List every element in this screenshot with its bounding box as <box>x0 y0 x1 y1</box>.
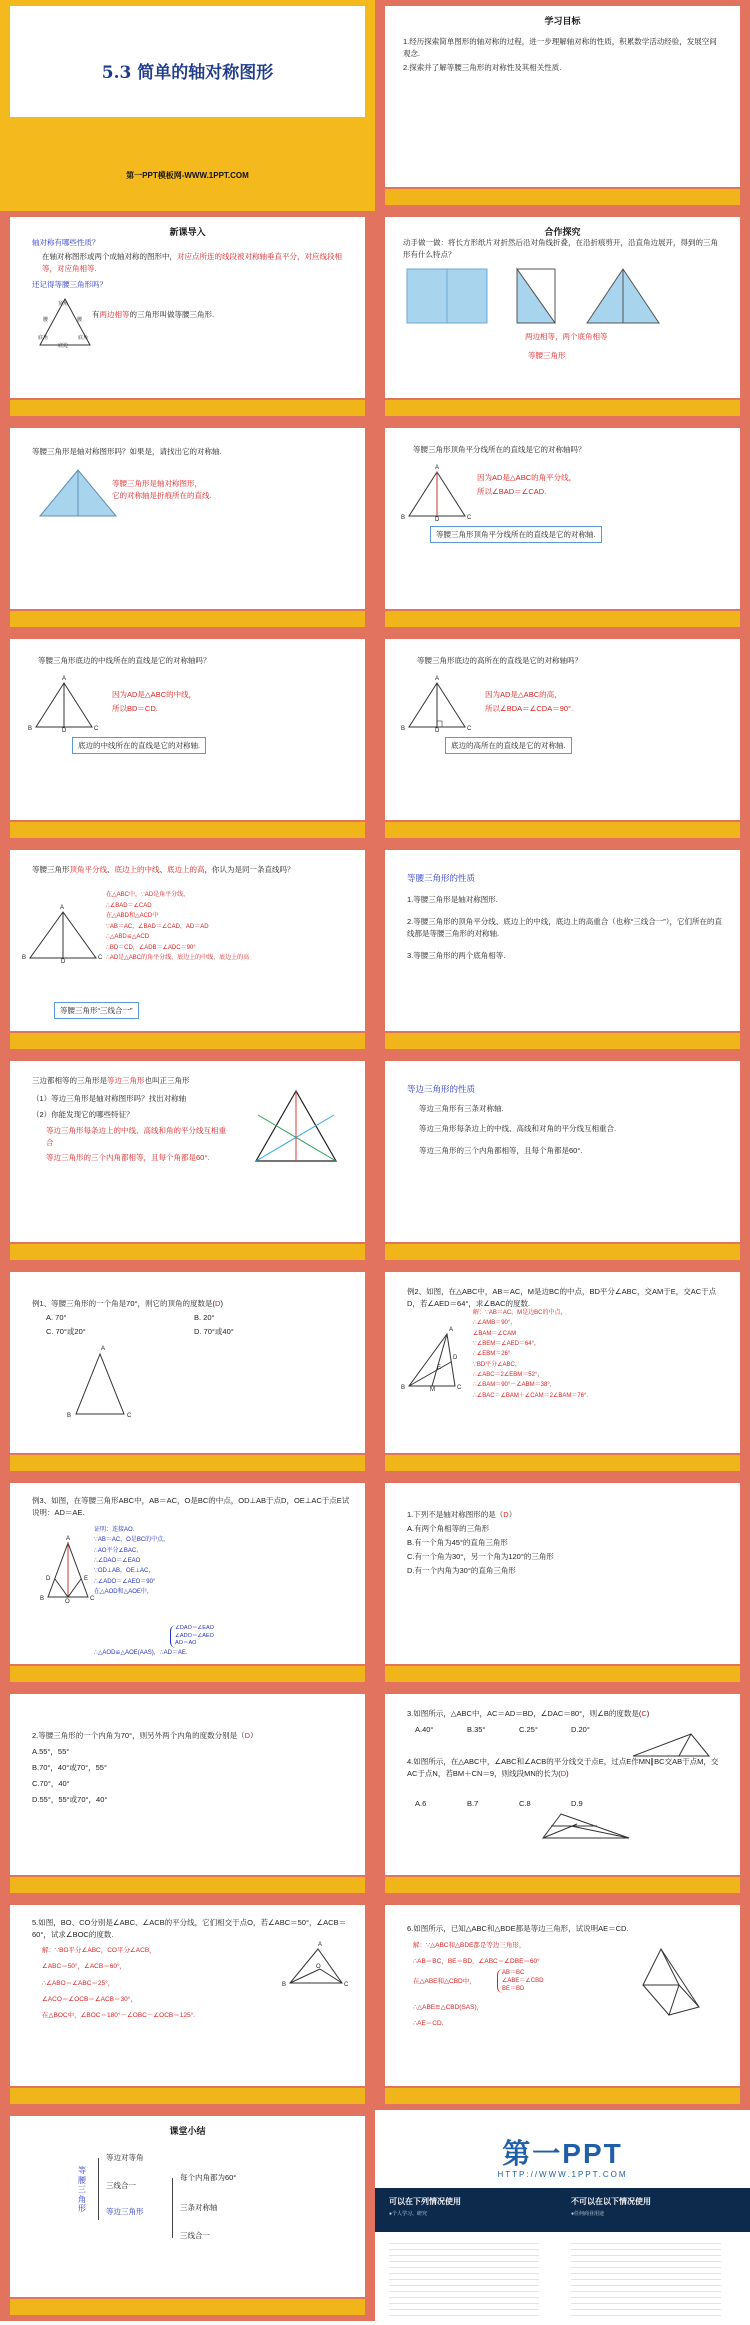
system-line: AB＝BC <box>502 1970 525 1976</box>
q-part-2: 顶角平分线 <box>69 865 107 874</box>
vertex-b: B <box>401 1385 406 1391</box>
end-logo: 第一PPT <box>502 2138 623 2169</box>
definition <box>92 309 214 321</box>
conclusion-box: 底边的高所在的直线是它的对称轴. <box>445 737 572 754</box>
vertex-b: B <box>401 726 406 732</box>
leaf-3: 三线合一 <box>180 2231 210 2240</box>
option-a: A. 70° <box>46 1313 67 1322</box>
question-text: 1.下列不是轴对称图形的是（ <box>407 1510 504 1519</box>
answer-3: C <box>641 1709 647 1718</box>
property-1: 1.等腰三角形是轴对称图形. <box>407 895 498 904</box>
right-title: 不可以在以下情况使用 <box>571 2197 651 2206</box>
vertex-d: D <box>435 517 440 523</box>
question: 等腰三角形底边的中线所在的直线是它的对称轴吗？ <box>38 656 211 665</box>
label-base-angle-1: 底角 <box>38 335 49 341</box>
solution-line: 解：∵AB＝AC，M是边BC的中点， <box>473 1310 567 1316</box>
question <box>407 1509 516 1521</box>
option-4a: A.6 <box>415 1799 427 1808</box>
slide-heading: 课堂小结 <box>169 2126 206 2136</box>
vertex-c: C <box>90 1596 95 1602</box>
property-1: 等边三角形有三条对称轴. <box>419 1104 504 1113</box>
proof-line: ∵AB＝AC，∠BAD＝∠CAD，AD＝AD <box>106 923 209 930</box>
option-3a: A.40° <box>415 1725 434 1734</box>
vertex-a: A <box>449 1327 454 1333</box>
solution-line: ∴∠BAC＝∠BAM＋∠CAM＝2∠BAM＝76°. <box>473 1392 589 1399</box>
label-base: 底边 <box>58 343 69 349</box>
answer-1: 等腰三角形是轴对称图形， <box>112 479 202 488</box>
question: 6.如图所示，已知△ABC和△BDE都是等边三角形，试说明AE＝CD. <box>407 1924 629 1933</box>
solution-line: ∴AB＝BC，BE＝BD，∠ABC＝∠DBE＝60° <box>413 1958 540 1965</box>
option-b: B.有一个角为45°的直角三角形 <box>407 1538 508 1547</box>
section-heading: 等腰三角形的性质 <box>407 873 476 883</box>
option-b: B. 20° <box>194 1313 215 1322</box>
bracket-main <box>98 2158 99 2220</box>
branch-1: 等边对等角 <box>106 2153 144 2162</box>
vertex-c: C <box>127 1413 132 1419</box>
question-3-text: 3.如图所示，△ABC中，AC＝AD＝BD，∠DAC＝80°，则∠B的度数是( <box>407 1709 642 1718</box>
slide-21 <box>0 2110 375 2321</box>
proof-lines <box>106 890 249 964</box>
vertex-c: C <box>344 1982 349 1988</box>
option-3c: C.25° <box>519 1725 538 1734</box>
vertex-d: D <box>61 959 66 965</box>
result-2: 等腰三角形 <box>528 351 566 360</box>
definition-a: 三边都相等的三角形是 <box>32 1076 107 1085</box>
question: 等腰三角形底边的高所在的直线是它的对称轴吗？ <box>417 656 582 665</box>
vertex-o: O <box>65 1599 70 1605</box>
solution-line: ∴∠AMB＝90°， <box>473 1320 517 1327</box>
solution-line: ∠ABC＝50°，∠ACB＝60°， <box>42 1963 127 1971</box>
vertex-c: C <box>98 955 103 961</box>
option-d: D. 70°或40° <box>194 1327 234 1336</box>
vertex-b: B <box>67 1413 72 1419</box>
option-4d: D.9 <box>571 1799 583 1808</box>
solution-line: ∴∠BAM＝90°－∠ABM＝38°， <box>473 1382 556 1389</box>
slide-22 <box>375 2110 750 2321</box>
q-part-6: 底边上的高 <box>167 865 205 874</box>
vertex-c: C <box>457 1385 462 1391</box>
question: 5.如图，BO、CO分别是∠ABC、∠ACB的平分线，它们相交于点O，若∠ABC＝50°，∠ACB＝60°，试求∠BOC的度数. <box>32 1918 347 1939</box>
vertex-d: D <box>453 1355 458 1361</box>
folding-diagram <box>407 269 737 329</box>
slide-17 <box>0 1688 375 1899</box>
reason-2: 所以BD＝CD. <box>112 704 158 713</box>
vertex-c: C <box>94 726 99 732</box>
slide-heading: 学习目标 <box>544 16 581 26</box>
label-vertex: 顶角 <box>58 301 69 307</box>
answer-4: D <box>560 1768 567 1778</box>
question: 例2、如图，在△ABC中，AB＝AC，M是边BC的中点，BD平分∠ABC，交AM于E，交AC于点D，若∠AED＝64°，求∠BAC的度数. <box>407 1287 717 1308</box>
vertex-d: D <box>62 728 67 734</box>
proof-line: ∴BD＝CD，∠ADB＝∠ADC＝90° <box>106 944 196 951</box>
option-4c: C.8 <box>519 1799 531 1808</box>
solution-line: ∴∠ABC＝2∠EBM＝52°， <box>473 1371 544 1378</box>
vertex-c: C <box>467 726 472 732</box>
slide-19 <box>0 1899 375 2110</box>
question-3-end: ) <box>646 1709 650 1718</box>
proof-line-final: ∴△AOD≌△AOE(AAS)，∴AD＝AE. <box>94 1650 188 1656</box>
vertex-b: B <box>282 1982 287 1988</box>
definition-c: 也叫正三角形 <box>144 1076 190 1085</box>
answer-2: 它的对称轴是折痕所在的直线. <box>112 491 212 500</box>
question-text: 2.等腰三角形的一个内角为70°，则另外两个内角的度数分别是（ <box>32 1731 245 1740</box>
option-4b: B.7 <box>467 1799 479 1808</box>
vertex-b: B <box>401 515 406 521</box>
q-part-7: ，你认为是同一条直线吗？ <box>204 865 295 874</box>
slide-15 <box>0 1477 375 1688</box>
option-b: B.70°，40°或70°，55° <box>32 1763 107 1772</box>
vertex-a: A <box>435 676 440 682</box>
proof-line: 在△ABD和△ACD中 <box>106 913 159 919</box>
q-part-4: 底边上的中线 <box>114 865 160 874</box>
proof-line: ∴∠DAO＝∠EAO <box>94 1557 141 1564</box>
slide-1 <box>0 0 375 211</box>
triangle-diagram-4 <box>541 1812 631 1840</box>
answer: D <box>244 1731 251 1740</box>
label-base-angle-2: 底角 <box>78 335 89 341</box>
slide-9 <box>0 844 375 1055</box>
branch-2: 三线合一 <box>106 2181 136 2190</box>
proof-line: ∴AD是△ABC的角平分线、底边上的中线、底边上的高 <box>106 955 250 961</box>
solution-line: 在△BOC中，∠BOC＝180°－∠OBC－∠OCB＝125°. <box>42 2012 196 2019</box>
section-heading: 等边三角形的性质 <box>407 1084 476 1094</box>
slide-20 <box>375 1899 750 2110</box>
question <box>32 864 347 876</box>
triangle-diagram <box>38 468 118 518</box>
definition <box>32 1075 190 1087</box>
triangle-diagram <box>34 681 94 731</box>
lesson-title: 5.3 简单的轴对称图形 <box>101 63 274 83</box>
triangle-diagram <box>407 681 467 731</box>
bracket-sub <box>172 2178 173 2238</box>
label-leg-2: 腰 <box>77 317 83 323</box>
link-list-right <box>571 2238 721 2316</box>
goal-2: 2.探索并了解等腰三角形的对称性及其相关性质. <box>403 63 562 72</box>
proof-line: 在△AOD和△AOE中， <box>94 1588 153 1595</box>
triangle-diagram <box>407 1332 457 1390</box>
result-1: 两边相等，两个底角相等 <box>525 332 608 341</box>
question: 等腰三角形顶角平分线所在的直线是它的对称轴吗？ <box>413 445 586 454</box>
solution-line: ∵BD平分∠ABC， <box>473 1361 521 1368</box>
site-label: 第一PPT模板网-WWW.1PPT.COM <box>126 171 249 180</box>
question-1: （1）等边三角形是轴对称图形吗？找出对称轴 <box>32 1094 187 1103</box>
proof-line: ∵AB＝AC，O是BC的中点， <box>94 1537 170 1544</box>
option-a: A.55°，55° <box>32 1747 70 1756</box>
question-text: 例1、等腰三角形的一个角是70°，则它的顶角的度数是( <box>32 1299 216 1308</box>
solution-line: 解：∵△ABC和△BDE都是等边三角形， <box>413 1942 526 1949</box>
conclusion-box: 底边的中线所在的直线是它的对称轴. <box>72 737 206 754</box>
question-3 <box>407 1708 649 1720</box>
leaf-2: 三条对称轴 <box>180 2203 218 2212</box>
proof-lines <box>94 1525 169 1597</box>
proof-line: ∴AO平分∠BAC， <box>94 1547 143 1554</box>
slide-2 <box>375 0 750 211</box>
proof-line: ∴△ABD≌△ACD <box>106 934 150 940</box>
summary-root: 等腰三角形 <box>78 2166 86 2214</box>
vertex-a: A <box>62 676 67 682</box>
slide-12 <box>375 1055 750 1266</box>
property-3: 等边三角形的三个内角都相等，且每个角都是60°. <box>419 1146 583 1155</box>
vertex-o: O <box>316 1964 321 1970</box>
solution-line: ∵∠BEM＝∠AED＝64°， <box>473 1340 540 1347</box>
end-band <box>375 2188 750 2232</box>
slide-heading: 新课导入 <box>169 227 206 237</box>
option-c: C.有一个角为30°，另一个角为120°的三角形 <box>407 1552 554 1561</box>
slide-10 <box>375 844 750 1055</box>
system-line: ∠DAO＝∠EAO <box>175 1625 214 1631</box>
slide-14 <box>375 1266 750 1477</box>
vertex-e: E <box>437 1365 442 1371</box>
solution-line: ∠ACO＝∠OCB＝∠ACB＝30°， <box>42 1995 137 2003</box>
vertex-d: D <box>46 1576 51 1582</box>
proof-line: ∴∠ADO＝∠AEO＝90° <box>94 1578 156 1585</box>
question: 等腰三角形是轴对称图形吗？如果是，请找出它的对称轴. <box>32 447 222 456</box>
reason-1: 因为AD是△ABC的角平分线， <box>477 473 577 482</box>
solution-line: ∴△ABE≌△CBD(SAS)， <box>413 2004 484 2011</box>
question-end: ） <box>508 1510 517 1519</box>
definition-b: 等边三角形 <box>107 1076 145 1085</box>
vertex-a: A <box>60 905 65 911</box>
property-3: 3.等腰三角形的两个底角相等. <box>407 951 506 960</box>
equilateral-diagram <box>254 1089 338 1165</box>
option-c: C. 70°或20° <box>46 1327 86 1336</box>
question-4 <box>407 1756 726 1779</box>
solution-line: ∴∠ABO＝∠ABC＝25°， <box>42 1979 115 1987</box>
option-d: D.55°，55°或70°，40° <box>32 1795 108 1804</box>
answer: D <box>215 1299 221 1308</box>
solution-lines <box>42 1943 195 2024</box>
question-end: ) <box>220 1299 223 1308</box>
question <box>32 1730 258 1742</box>
reason-1: 因为AD是△ABC的高， <box>485 690 562 699</box>
slide-13 <box>0 1266 375 1477</box>
system-line: AO＝AO <box>175 1640 197 1647</box>
vertex-e: E <box>84 1576 89 1582</box>
property-2: 2.等腰三角形的顶角平分线、底边上的中线，底边上的高重合（也称“三线合一”），它们所在的直线都是等腰三角形的对称轴. <box>407 917 722 938</box>
option-a: A.有两个角相等的三角形 <box>407 1524 490 1533</box>
activity-text: 动手做一做：将长方形纸片对折然后沿对角线折叠，在沿折痕剪开，沿直角边展开，得到的三角形有什么特点？ <box>403 238 718 259</box>
solution-lines <box>473 1308 588 1401</box>
question-4-text: 4.如图所示，在△ABC中，∠ABC和∠ACB的平分线交于点E，过点E作MN∥BC交AB于点M，交AC于点N，若BM＋CN＝9，则线段MN的长为( <box>407 1757 719 1778</box>
conclusion-box: 等腰三角形顶角平分线所在的直线是它的对称轴. <box>430 526 602 543</box>
vertex-m: M <box>430 1387 435 1393</box>
slide-6 <box>375 422 750 633</box>
congruence-system <box>170 1625 214 1648</box>
vertex-a: A <box>318 1942 323 1948</box>
answer: D <box>503 1510 509 1519</box>
slide-11 <box>0 1055 375 1266</box>
system-line: ∠ABE＝∠CBD <box>502 1978 544 1985</box>
slide-16 <box>375 1477 750 1688</box>
reason-2: 所以∠BAD＝∠CAD. <box>477 487 547 496</box>
property-2: 等边三角形每条边上的中线、高线和对角的平分线互相重合. <box>419 1124 617 1133</box>
definition-c: 的三角形叫做等腰三角形. <box>129 310 215 319</box>
vertex-a: A <box>435 465 440 471</box>
vertex-c: C <box>467 515 472 521</box>
question-2: 还记得等腰三角形吗？ <box>32 280 107 289</box>
triangle-diagram <box>407 470 467 520</box>
triangle-diagram <box>46 1541 90 1601</box>
slide-4 <box>375 211 750 422</box>
proof-line: ∵OD⊥AB，OE⊥AC， <box>94 1568 155 1575</box>
reason-2: 所以∠BDA＝∠CDA＝90°. <box>485 704 574 713</box>
label-leg-1: 腰 <box>43 317 49 323</box>
property-text-a: 在轴对称图形或两个成轴对称的图形中， <box>42 252 177 261</box>
solution-line: ∴AE＝CD. <box>413 2020 444 2027</box>
goal-1: 1.经历探索简单图形的轴对称的过程，进一步理解轴对称的性质，积累数学活动经验，发展空间观念. <box>403 37 717 58</box>
solution-line: 在△ABE和△CBD中， <box>413 1978 476 1985</box>
slide-heading: 合作探究 <box>544 227 581 237</box>
branch-3: 等边三角形 <box>106 2207 144 2216</box>
solution-line: ∴∠EBM＝26° <box>473 1351 511 1358</box>
slide-8 <box>375 633 750 844</box>
triangle-diagram <box>72 1352 128 1418</box>
proof-line: 证明：连接AO. <box>94 1527 135 1533</box>
reason-1: 因为AD是△ABC的中线， <box>112 690 197 699</box>
conclusion-box: 等腰三角形“三线合一” <box>54 1002 139 1019</box>
property-text-b: 对应点所连的线段被对称轴垂直平分，对应线段相等，对应角相等. <box>42 252 342 273</box>
definition-a: 有 <box>92 310 100 319</box>
property-text <box>42 251 345 274</box>
vertex-a: A <box>66 1536 71 1542</box>
triangle-diagram-3 <box>631 1732 711 1758</box>
question <box>32 1298 223 1310</box>
question-4-end: ) <box>566 1768 569 1778</box>
right-sub: ●任何商业用途 <box>571 2211 605 2217</box>
vertex-b: B <box>22 955 27 961</box>
proof-line: 在△ABC中，∵AD是角平分线， <box>106 892 190 898</box>
solution-line: 解：∵BO平分∠ABC，CO平分∠ACB， <box>42 1947 156 1954</box>
vertex-b: B <box>40 1596 45 1602</box>
slide-5 <box>0 422 375 633</box>
leaf-1: 每个内角都为60° <box>180 2173 237 2182</box>
solution-line: ∠BAM＝∠CAM <box>473 1330 517 1337</box>
end-url: HTTP://WWW.1PPT.COM <box>497 2170 628 2179</box>
triangles-diagram <box>639 1947 709 2019</box>
congruence-system <box>497 1969 543 1993</box>
slide-3 <box>0 211 375 422</box>
q-part-5: 、 <box>159 865 167 874</box>
system-line: ∠ADO＝∠AEO <box>175 1632 214 1639</box>
system-line: BE＝BD <box>502 1986 525 1993</box>
question-2: （2）你能发现它的哪些特征？ <box>32 1110 134 1119</box>
question-1: 轴对称有哪些性质？ <box>32 238 100 247</box>
left-title: 可以在下列情况使用 <box>389 2197 461 2206</box>
left-sub: ●个人学习、研究 <box>389 2211 428 2217</box>
proof-line: ∴∠BAD＝∠CAD <box>106 902 152 909</box>
option-d: D.有一个内角为30°的直角三角形 <box>407 1566 516 1575</box>
vertex-a: A <box>101 1346 106 1352</box>
question: 例3、如图，在等腰三角形ABC中，AB＝AC，O是BC的中点，OD⊥AB于点D，OE⊥AC于点E试说明：AD＝AE. <box>32 1496 350 1517</box>
q-part-1: 等腰三角形 <box>32 865 70 874</box>
triangle-diagram <box>28 910 98 962</box>
answer-1: 等边三角形每条边上的中线、高线和角的平分线互相重合 <box>46 1126 226 1147</box>
definition-b: 两边相等 <box>99 310 130 319</box>
vertex-d: D <box>435 728 440 734</box>
option-3d: D.20° <box>571 1725 590 1734</box>
slide-7 <box>0 633 375 844</box>
option-c: C.70°，40° <box>32 1779 70 1788</box>
option-3b: B.35° <box>467 1725 486 1734</box>
slide-18 <box>375 1688 750 1899</box>
answer-2: 等边三角形的三个内角都相等，且每个角都是60°. <box>46 1153 210 1162</box>
vertex-b: B <box>28 726 33 732</box>
question-end: ） <box>250 1731 258 1740</box>
title-panel <box>10 6 365 117</box>
link-list-left <box>389 2238 539 2316</box>
q-part-3: 、 <box>107 865 115 874</box>
